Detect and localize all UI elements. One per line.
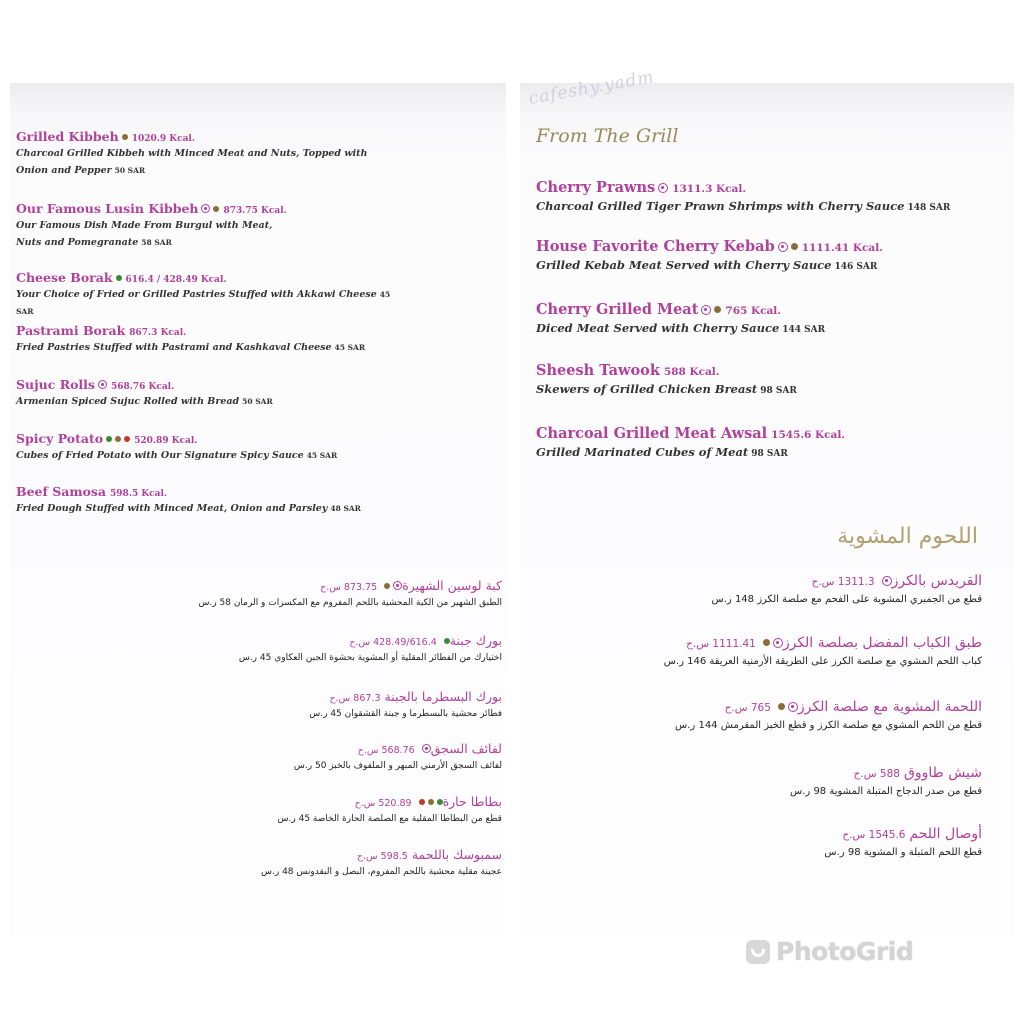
- brown-dot-icon: [714, 306, 721, 313]
- menu-item-calories: 1545.6 س.ح: [842, 829, 906, 841]
- menu-item-calories: 520.89 س.ح: [354, 798, 412, 809]
- brown-dot-icon: [122, 134, 128, 140]
- allergen-flower-icon: [98, 380, 107, 389]
- menu-item-name: Spicy Potato: [16, 431, 104, 446]
- menu-item-name: بورك جبنة: [449, 633, 502, 648]
- menu-item-calories: 1111.41 Kcal.: [801, 242, 883, 254]
- menu-item-description: [16, 500, 396, 517]
- menu-item-header: [16, 428, 396, 447]
- menu-item-description: [536, 318, 976, 340]
- grill-section-title: From The Grill: [536, 125, 679, 147]
- arabic-menu-item: [239, 630, 502, 667]
- menu-item-name: House Favorite Cherry Kebab: [536, 238, 775, 255]
- menu-item-description: قطع اللحم المتبلة و المشوية 98 ر.س: [824, 847, 982, 858]
- menu-item: [536, 236, 976, 277]
- menu-item-description: اختيارك من الفطائر المقلية أو المشوية بحشوة الجبن العكاوي 45 ر.س: [238, 653, 502, 663]
- menu-item-description: لفائف السجق الأرمني المبهر و الملفوف بالخبز 50 ر.س: [293, 761, 502, 771]
- menu-item-name: Charcoal Grilled Meat Awsal: [536, 425, 768, 442]
- menu-item-name: Our Famous Lusin Kibbeh: [16, 201, 199, 216]
- menu-item-price: 98 SAR: [760, 386, 797, 396]
- arabic-menu-item: [675, 696, 982, 737]
- brown-dot-icon: [791, 243, 798, 250]
- arabic-grill-section-title: اللحوم المشوية: [837, 524, 978, 549]
- menu-item-header: [16, 267, 396, 286]
- menu-item-price: 50 SAR: [242, 397, 273, 406]
- description-text: Fried Dough Stuffed with Minced Meat, Onion and Parsley: [16, 503, 328, 514]
- menu-item-description: قطع من اللحم المشوي مع صلصة الكرز و قطع الخبز المقرمش 144 ر.س: [675, 720, 982, 731]
- menu-item-description: [16, 162, 396, 179]
- brown-dot-icon: [428, 799, 434, 805]
- menu-item-header: [239, 630, 502, 649]
- brown-dot-icon: [115, 436, 121, 442]
- menu-item-header: [712, 570, 982, 589]
- menu-item-header: [536, 177, 976, 196]
- menu-item-name: بطاطا حارة: [442, 794, 502, 809]
- menu-item-description: [536, 196, 976, 218]
- menu-item-header: [824, 823, 982, 842]
- menu-item-header: [536, 236, 976, 255]
- menu-item-calories: 616.4 / 428.49 Kcal.: [125, 275, 227, 285]
- menu-item-name: اللحمة المشوية مع صلصة الكرز: [797, 699, 982, 715]
- menu-item-name: Grilled Kibbeh: [16, 129, 119, 144]
- description-text: Armenian Spiced Sujuc Rolled with Bread: [16, 396, 240, 407]
- menu-item-price: 45 SAR: [306, 451, 338, 460]
- description-text: Diced Meat Served with Cherry Sauce: [536, 321, 780, 335]
- menu-item-name: بورك البسطرما بالجبنة: [384, 689, 502, 704]
- menu-item-calories: 568.76 Kcal.: [110, 382, 175, 392]
- menu-item-name: Cherry Prawns: [536, 179, 656, 196]
- menu-item-calories: 867.3 س.ح: [329, 693, 381, 704]
- brown-dot-icon: [778, 703, 785, 710]
- menu-item-calories: 1311.3 س.ح: [811, 576, 875, 588]
- arabic-menu-item: [261, 844, 502, 881]
- allergen-flower-icon: [393, 581, 402, 590]
- menu-item-description: [16, 393, 396, 410]
- menu-item-header: [536, 360, 976, 379]
- menu-item-description: [16, 145, 396, 162]
- menu-item-header: [16, 126, 396, 145]
- menu-item-calories: 428.49/616.4 س.ح: [349, 637, 437, 648]
- menu-item-calories: 873.75 Kcal.: [223, 206, 287, 216]
- menu-item: [536, 360, 976, 401]
- brown-dot-icon: [384, 583, 390, 589]
- arabic-menu-item: [198, 575, 502, 612]
- menu-item-name: طبق الكباب المفضل بصلصة الكرز: [782, 635, 982, 651]
- description-text: Charcoal Grilled Tiger Prawn Shrimps with Cherry Sauce: [536, 199, 905, 213]
- brown-dot-icon: [213, 206, 219, 212]
- menu-item-header: [675, 696, 982, 715]
- menu-item-price: 48 SAR: [330, 504, 361, 513]
- menu-item-header: [198, 575, 502, 594]
- allergen-flower-icon: [201, 204, 210, 213]
- menu-item-calories: 867.3 Kcal.: [129, 328, 187, 338]
- menu-item-calories: 520.89 Kcal.: [134, 436, 198, 446]
- menu-item-calories: 598.5 س.ح: [356, 851, 408, 862]
- menu-item-description: [16, 286, 396, 320]
- menu-item-description: [536, 379, 976, 401]
- menu-item-description: فطائر محشية بالبسطرما و جبنة القشقوان 45 ر.س: [309, 709, 502, 719]
- menu-item-calories: 598.5 Kcal.: [110, 489, 168, 499]
- menu-item-calories: 1111.41 س.ح: [686, 638, 756, 650]
- menu-item: [16, 198, 396, 251]
- photogrid-label: PhotoGrid: [776, 937, 914, 966]
- arabic-menu-item: [712, 570, 982, 611]
- allergen-flower-icon: [701, 305, 711, 315]
- menu-item: [16, 428, 396, 464]
- menu-item-name: Beef Samosa: [16, 484, 107, 499]
- menu-item-name: سمبوسك باللحمة: [411, 847, 502, 862]
- menu-item-header: [16, 320, 396, 339]
- menu-item-price: 50 SAR: [114, 166, 146, 175]
- menu-item: [536, 299, 976, 340]
- description-text: Fried Pastries Stuffed with Pastrami and Kashkaval Cheese: [16, 342, 332, 353]
- menu-item-description: قطع من البطاطا المقلية مع الصلصة الحارة الخاصة 45 ر.س: [277, 814, 502, 824]
- menu-item-name: أوصال اللحم: [909, 826, 982, 842]
- menu-item-name: شيش طاووق: [903, 765, 982, 781]
- red-dot-icon: [419, 799, 425, 805]
- description-text: Grilled Marinated Cubes of Meat: [536, 445, 749, 459]
- menu-item-description: [536, 442, 976, 464]
- menu-item-description: [16, 234, 396, 251]
- menu-item: [16, 126, 396, 179]
- menu-item-description: [536, 255, 976, 277]
- allergen-flower-icon: [658, 183, 668, 193]
- red-dot-icon: [124, 436, 130, 442]
- menu-item-calories: 1545.6 Kcal.: [771, 429, 845, 441]
- arabic-menu-item: [824, 823, 982, 864]
- green-dot-icon: [116, 275, 122, 281]
- menu-item: [16, 374, 396, 410]
- menu-item-price: 45 SAR: [16, 290, 391, 316]
- menu-item-header: [16, 481, 396, 500]
- description-text: Cubes of Fried Potato with Our Signature Spicy Sauce: [16, 450, 304, 461]
- menu-item-header: [16, 198, 396, 217]
- menu-item-header: [261, 844, 502, 863]
- menu-item-header: [536, 299, 976, 318]
- menu-item: [536, 177, 976, 218]
- menu-item-description: قطع من صدر الدجاج المتبلة المشوية 98 ر.س: [790, 786, 982, 797]
- menu-item-calories: 765 Kcal.: [725, 305, 781, 317]
- menu-item-name: كبة لوسين الشهيرة: [402, 578, 502, 593]
- description-text: Onion and Pepper: [16, 165, 112, 176]
- menu-item-calories: 588 س.ح: [853, 768, 900, 780]
- menu-item-header: [536, 423, 976, 442]
- allergen-flower-icon: [422, 744, 431, 753]
- green-dot-icon: [106, 436, 112, 442]
- menu-item-name: Cheese Borak: [16, 270, 113, 285]
- menu-item-calories: 1311.3 Kcal.: [672, 183, 746, 195]
- menu-item-calories: 588 Kcal.: [663, 366, 720, 378]
- menu-item-description: [16, 447, 396, 464]
- menu-item-header: [16, 374, 396, 393]
- arabic-menu-item: [278, 791, 502, 828]
- menu-item-calories: 765 س.ح: [724, 702, 771, 714]
- allergen-flower-icon: [778, 242, 788, 252]
- menu-item-description: [16, 339, 396, 356]
- description-text: Nuts and Pomegranate: [16, 237, 139, 248]
- menu-item-price: 98 SAR: [751, 449, 788, 459]
- description-text: Skewers of Grilled Chicken Breast: [536, 382, 758, 396]
- menu-item-price: 148 SAR: [907, 203, 951, 213]
- menu-item-name: Pastrami Borak: [16, 323, 126, 338]
- menu-item-calories: 568.76 س.ح: [357, 745, 415, 756]
- menu-item-calories: 1020.9 Kcal.: [131, 134, 195, 144]
- menu-item-header: [790, 762, 982, 781]
- description-text: Grilled Kebab Meat Served with Cherry Sauce: [536, 258, 832, 272]
- menu-item-price: 144 SAR: [782, 325, 826, 335]
- menu-item-description: قطع من الجمبري المشوية على الفحم مع صلصة الكرز 148 ر.س: [711, 594, 982, 605]
- menu-item-header: [278, 791, 502, 810]
- menu-item-name: القريدس بالكرز: [891, 573, 982, 589]
- menu-item: [16, 481, 396, 517]
- menu-item-name: Sheesh Tawook: [536, 362, 660, 379]
- menu-item-calories: 873.75 س.ح: [320, 582, 378, 593]
- menu-item: [536, 423, 976, 464]
- menu-item-description: الطبق الشهير من الكبة المحشية باللحم المفروم مع المكسرات و الرمان 58 ر.س: [198, 598, 502, 608]
- menu-item-header: [664, 632, 982, 651]
- menu-item-price: 146 SAR: [834, 262, 878, 272]
- allergen-flower-icon: [788, 702, 798, 712]
- menu-item-name: Cherry Grilled Meat: [536, 301, 699, 318]
- description-text: Your Choice of Fried or Grilled Pastries Stuffed with Akkawi Cheese: [16, 289, 377, 300]
- arabic-menu-item: [664, 632, 982, 673]
- photogrid-watermark: [746, 937, 913, 966]
- watermark: cafeshy.yadm: [527, 67, 656, 109]
- arabic-menu-item: [309, 686, 502, 723]
- brown-dot-icon: [763, 639, 770, 646]
- arabic-menu-item: [294, 738, 502, 775]
- allergen-flower-icon: [773, 638, 783, 648]
- menu-item: [16, 320, 396, 356]
- menu-item-description: كباب اللحم المشوي مع صلصة الكرز على الطريقة الأرمنية العريقة 146 ر.س: [663, 656, 982, 667]
- menu-item-header: [309, 686, 502, 705]
- menu-item-name: لفائف السجق: [430, 741, 502, 756]
- allergen-flower-icon: [882, 576, 892, 586]
- menu-item-name: Sujuc Rolls: [16, 377, 95, 392]
- arabic-menu-item: [790, 762, 982, 803]
- menu-item-description: عجينة مقلية محشية باللحم المفروم، البصل و البقدونس 48 ر.س: [261, 867, 502, 877]
- menu-item-price: 58 SAR: [141, 238, 172, 247]
- menu-item: [16, 267, 396, 320]
- menu-item-header: [294, 738, 502, 757]
- description-text: Charcoal Grilled Kibbeh with Minced Meat and Nuts, Topped with: [16, 148, 368, 159]
- menu-item-price: 45 SAR: [334, 343, 366, 352]
- menu-item-description: [16, 217, 396, 234]
- photogrid-logo-icon: [746, 940, 770, 964]
- description-text: Our Famous Dish Made From Burgul with Meat,: [16, 220, 273, 231]
